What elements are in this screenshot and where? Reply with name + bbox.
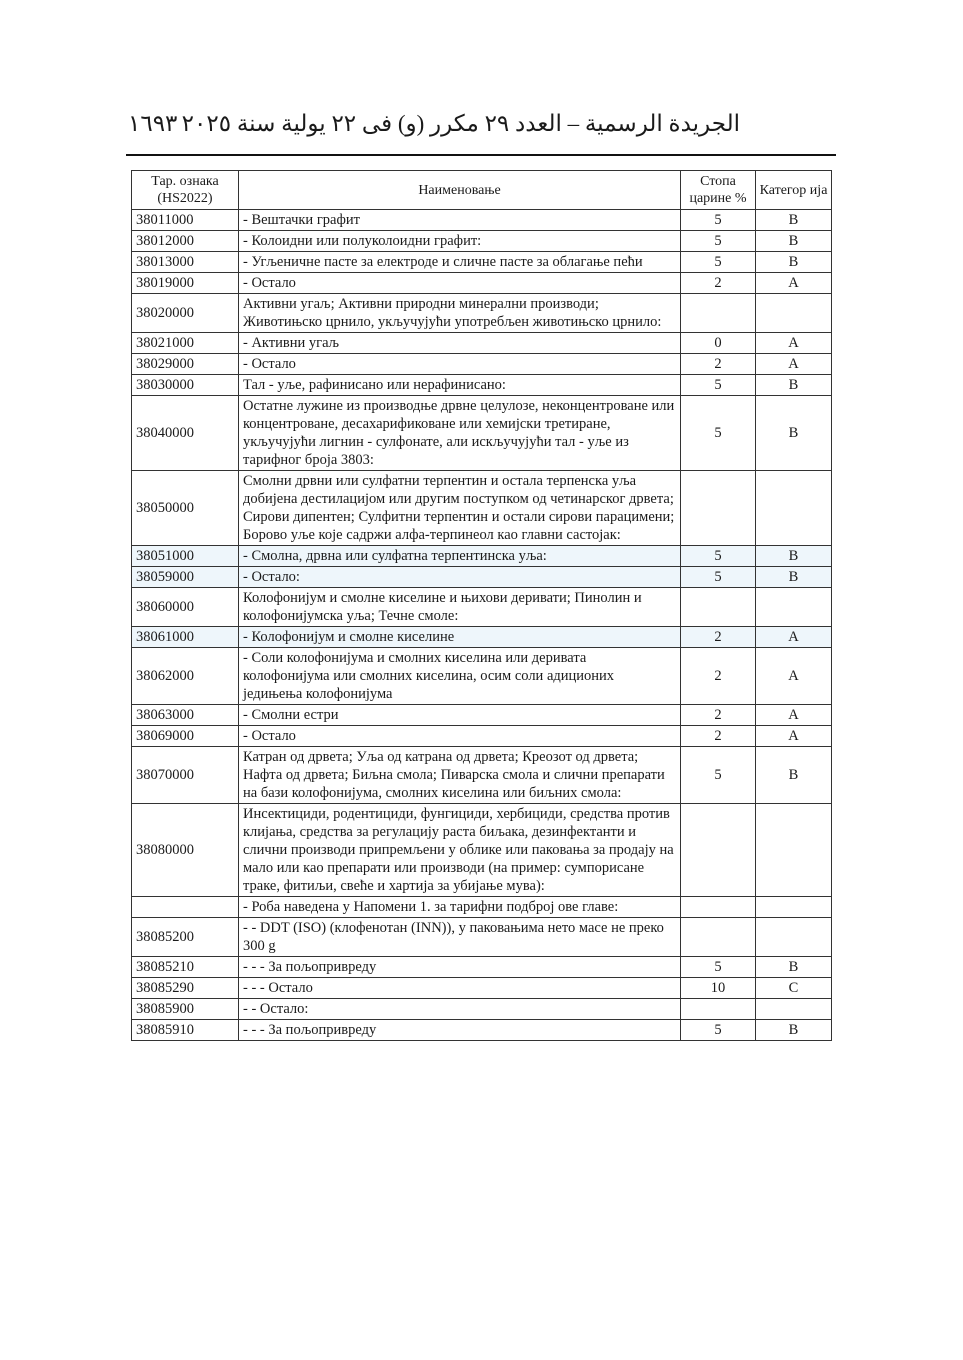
- description-cell: - Смолна, дрвна или сулфатна терпентинска уља:: [239, 546, 681, 567]
- category-cell: B: [756, 375, 832, 396]
- category-cell: B: [756, 747, 832, 804]
- table-row: [132, 546, 832, 567]
- category-cell: B: [756, 396, 832, 471]
- description-cell: - - Остало:: [239, 999, 681, 1020]
- column-header-category: Категор ија: [756, 171, 832, 210]
- table-row: [132, 1020, 832, 1041]
- table-row: [132, 999, 832, 1020]
- description-cell: - Угљеничне пасте за електроде и сличне пасте за облагање пећи: [239, 252, 681, 273]
- category-cell: [756, 999, 832, 1020]
- rate-cell: 5: [681, 957, 756, 978]
- rate-cell: 2: [681, 648, 756, 705]
- description-cell: - Остало: [239, 726, 681, 747]
- tariff-code-cell: 38085910: [132, 1020, 239, 1041]
- category-cell: A: [756, 705, 832, 726]
- table-row: [132, 273, 832, 294]
- table-header-row: [132, 171, 832, 210]
- table-row: [132, 747, 832, 804]
- table-row: [132, 804, 832, 897]
- table-row: [132, 957, 832, 978]
- rate-cell: 2: [681, 705, 756, 726]
- rate-cell: [681, 804, 756, 897]
- category-cell: A: [756, 333, 832, 354]
- rate-cell: [681, 588, 756, 627]
- tariff-code-cell: 38020000: [132, 294, 239, 333]
- rate-cell: 2: [681, 354, 756, 375]
- description-cell: Тал - уље, рафинисано или нерафинисано:: [239, 375, 681, 396]
- table-row: [132, 471, 832, 546]
- table-row: [132, 252, 832, 273]
- column-header-code: Тар. ознака (HS2022): [132, 171, 239, 210]
- description-cell: Остатне лужине из производње дрвне целулозе, неконцентроване или концентроване, десахарификоване или хемијски третиране, укључујући лигнин - сулфонате, али искључујући тал - уље из тарифног броја 3803:: [239, 396, 681, 471]
- rate-cell: 5: [681, 1020, 756, 1041]
- table-row: [132, 726, 832, 747]
- category-cell: A: [756, 273, 832, 294]
- tariff-code-cell: 38085210: [132, 957, 239, 978]
- tariff-table-body: [132, 210, 832, 1041]
- rate-cell: 0: [681, 333, 756, 354]
- rate-cell: 5: [681, 252, 756, 273]
- category-cell: C: [756, 978, 832, 999]
- table-row: [132, 648, 832, 705]
- category-cell: [756, 471, 832, 546]
- category-cell: B: [756, 1020, 832, 1041]
- tariff-code-cell: 38080000: [132, 804, 239, 897]
- table-row: [132, 627, 832, 648]
- description-cell: - - - Остало: [239, 978, 681, 999]
- rate-cell: 10: [681, 978, 756, 999]
- tariff-code-cell: 38085290: [132, 978, 239, 999]
- rate-cell: [681, 897, 756, 918]
- table-row: [132, 567, 832, 588]
- rate-cell: 5: [681, 210, 756, 231]
- category-cell: A: [756, 648, 832, 705]
- description-cell: Инсектициди, родентициди, фунгициди, хербициди, средства против клијања, средства за регулацију раста биљака, дезинфектанти и слични производи припремљени у облике или паковања за продају на мало или као препарати или производи (на пример: сумпорисане траке, фитиљи, свеће и хартија за убијање мува):: [239, 804, 681, 897]
- rate-cell: [681, 471, 756, 546]
- description-cell: - Соли колофонијума и смолних киселина или деривата колофонијума или смолних киселина, осим соли адиционих једињења колофонијума: [239, 648, 681, 705]
- tariff-code-cell: 38059000: [132, 567, 239, 588]
- page-number: ١٦٩٣: [128, 111, 178, 136]
- tariff-code-cell: [132, 897, 239, 918]
- table-row: [132, 897, 832, 918]
- page-header: [128, 106, 740, 142]
- category-cell: [756, 294, 832, 333]
- category-cell: A: [756, 354, 832, 375]
- tariff-code-cell: 38050000: [132, 471, 239, 546]
- table-row: [132, 294, 832, 333]
- rate-cell: [681, 999, 756, 1020]
- tariff-code-cell: 38011000: [132, 210, 239, 231]
- tariff-code-cell: 38085900: [132, 999, 239, 1020]
- table-row: [132, 396, 832, 471]
- table-row: [132, 375, 832, 396]
- rate-cell: 5: [681, 546, 756, 567]
- table-row: [132, 705, 832, 726]
- description-cell: - Вештачки графит: [239, 210, 681, 231]
- description-cell: Активни угаљ; Активни природни минерални производи; Животињско црнило, укључујући употребљен животињско црнило:: [239, 294, 681, 333]
- rate-cell: [681, 918, 756, 957]
- description-cell: - - - За пољопривреду: [239, 957, 681, 978]
- tariff-code-cell: 38040000: [132, 396, 239, 471]
- tariff-code-cell: 38029000: [132, 354, 239, 375]
- rate-cell: 5: [681, 396, 756, 471]
- rate-cell: [681, 294, 756, 333]
- table-row: [132, 918, 832, 957]
- tariff-code-cell: 38069000: [132, 726, 239, 747]
- category-cell: A: [756, 627, 832, 648]
- rate-cell: 2: [681, 627, 756, 648]
- tariff-code-cell: 38061000: [132, 627, 239, 648]
- description-cell: - Остало: [239, 354, 681, 375]
- description-cell: Смолни дрвни или сулфатни терпентин и остала терпенска уља добијена дестилацијом или другим поступком од четинарског дрвета; Сирови дипентен; Сулфитни терпентин и остали сирови парацимени; Борово уље које садржи алфа-терпинеол као главни састојак:: [239, 471, 681, 546]
- tariff-code-cell: 38021000: [132, 333, 239, 354]
- category-cell: B: [756, 957, 832, 978]
- category-cell: B: [756, 252, 832, 273]
- tariff-code-cell: 38030000: [132, 375, 239, 396]
- rate-cell: 5: [681, 375, 756, 396]
- description-cell: - Остало:: [239, 567, 681, 588]
- rate-cell: 5: [681, 567, 756, 588]
- category-cell: B: [756, 231, 832, 252]
- tariff-code-cell: 38060000: [132, 588, 239, 627]
- tariff-code-cell: 38062000: [132, 648, 239, 705]
- table-row: [132, 588, 832, 627]
- table-row: [132, 354, 832, 375]
- tariff-code-cell: 38063000: [132, 705, 239, 726]
- tariff-code-cell: 38013000: [132, 252, 239, 273]
- description-cell: Катран од дрвета; Уља од катрана од дрвета; Креозот од дрвета; Нафта од дрвета; Биљна смола; Пиварска смола и слични препарати на бази колофонијума, смолних киселина или биљних смола:: [239, 747, 681, 804]
- description-cell: - Активни угаљ: [239, 333, 681, 354]
- category-cell: [756, 588, 832, 627]
- gazette-title: الجريدة الرسمية – العدد ٢٩ مكرر (و) فى ٢٢ يولية سنة ٢٠٢٥: [181, 111, 740, 136]
- tariff-code-cell: 38012000: [132, 231, 239, 252]
- description-cell: - Остало: [239, 273, 681, 294]
- column-header-description: Наименовање: [239, 171, 681, 210]
- description-cell: - Роба наведена у Напомени 1. за тарифни подброј ове главе:: [239, 897, 681, 918]
- category-cell: [756, 804, 832, 897]
- description-cell: - - DDT (ISO) (клофенотан (INN)), у паковањима нето масе не преко 300 g: [239, 918, 681, 957]
- category-cell: [756, 918, 832, 957]
- rate-cell: 5: [681, 231, 756, 252]
- tariff-table: [131, 170, 832, 1041]
- description-cell: Колофонијум и смолне киселине и њихови деривати; Пинолин и колофонијумска уља; Течне смоле:: [239, 588, 681, 627]
- tariff-code-cell: 38070000: [132, 747, 239, 804]
- tariff-code-cell: 38019000: [132, 273, 239, 294]
- table-row: [132, 231, 832, 252]
- category-cell: B: [756, 210, 832, 231]
- column-header-rate: Стопа царине %: [681, 171, 756, 210]
- description-cell: - Смолни естри: [239, 705, 681, 726]
- category-cell: [756, 897, 832, 918]
- tariff-code-cell: 38051000: [132, 546, 239, 567]
- rate-cell: 5: [681, 747, 756, 804]
- category-cell: B: [756, 567, 832, 588]
- table-row: [132, 333, 832, 354]
- category-cell: B: [756, 546, 832, 567]
- description-cell: - Колоидни или полуколоидни графит:: [239, 231, 681, 252]
- description-cell: - - - За пољопривреду: [239, 1020, 681, 1041]
- tariff-code-cell: 38085200: [132, 918, 239, 957]
- header-rule: [126, 154, 836, 156]
- category-cell: A: [756, 726, 832, 747]
- table-row: [132, 978, 832, 999]
- rate-cell: 2: [681, 273, 756, 294]
- description-cell: - Колофонијум и смолне киселине: [239, 627, 681, 648]
- rate-cell: 2: [681, 726, 756, 747]
- table-row: [132, 210, 832, 231]
